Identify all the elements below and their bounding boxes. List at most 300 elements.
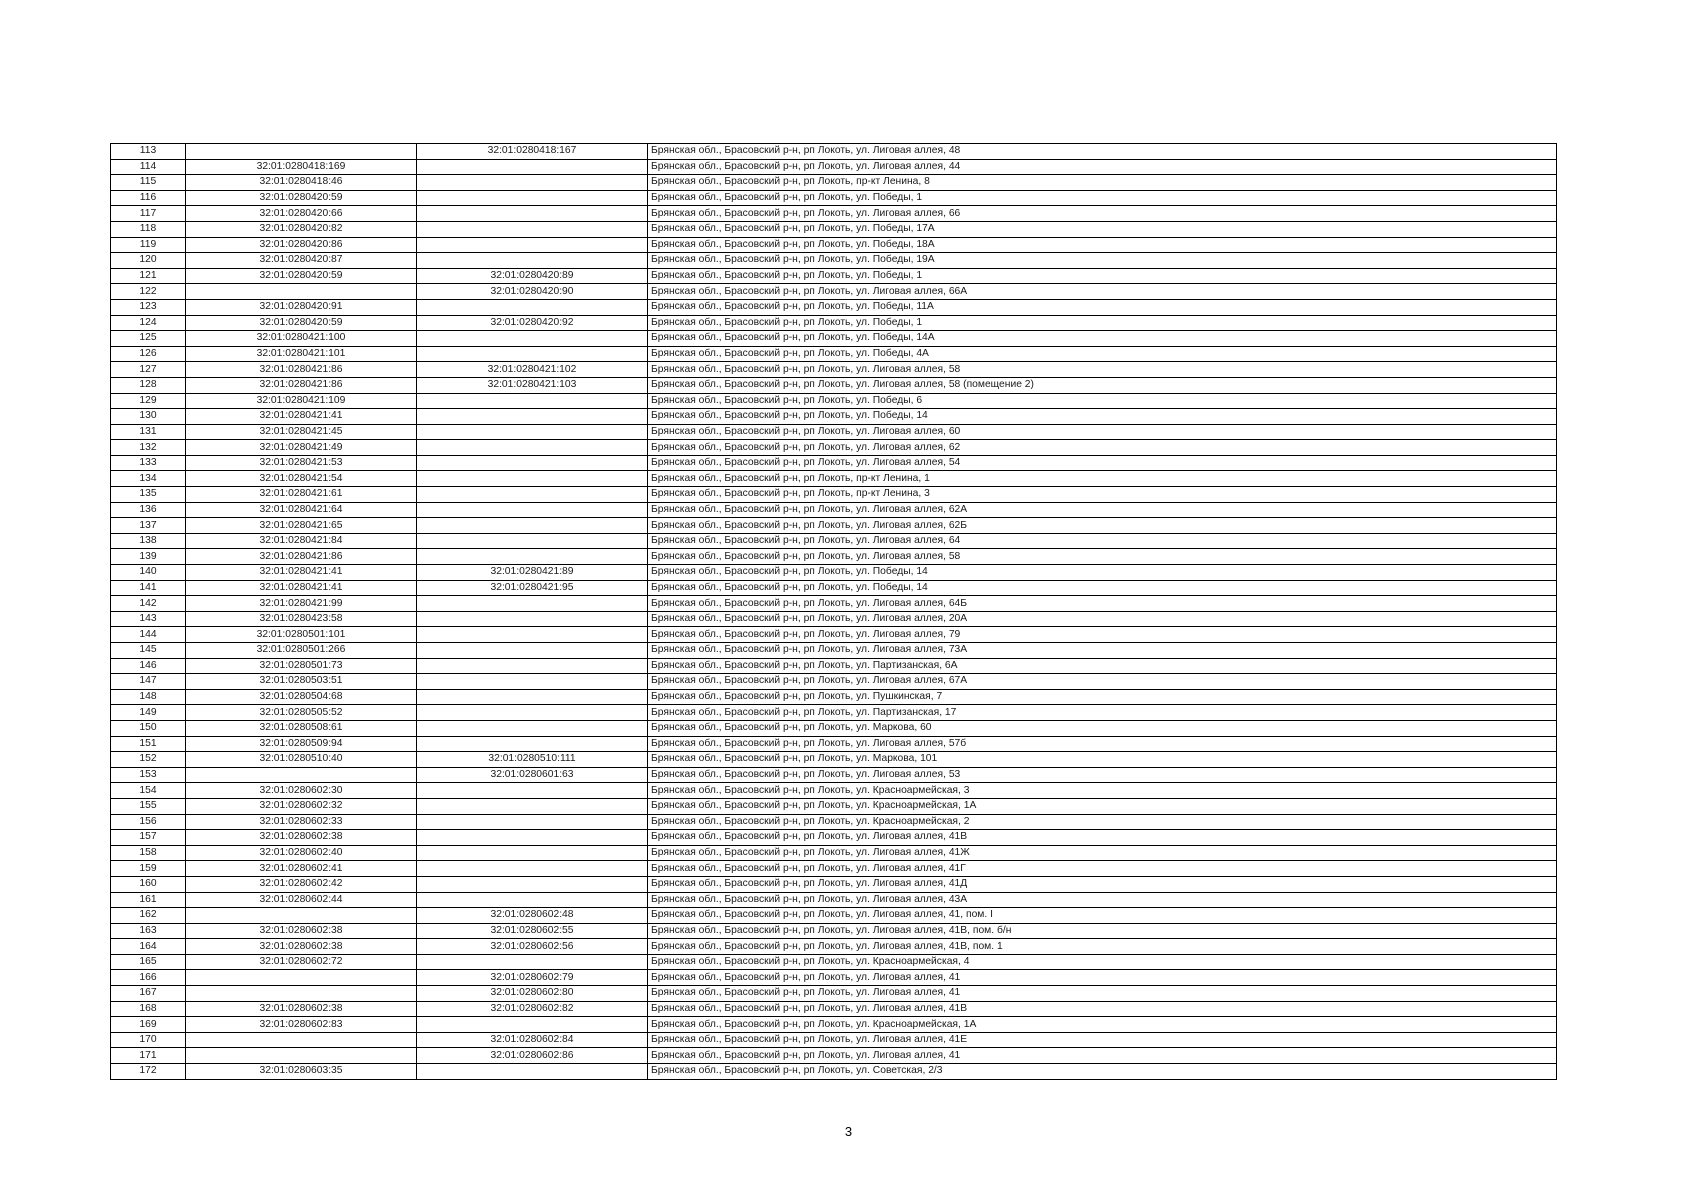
cadastral-number-cell	[186, 970, 417, 986]
cadastral-number-cell: 32:01:0280501:73	[186, 658, 417, 674]
sub-object-number-cell	[417, 299, 648, 315]
address-cell: Брянская обл., Брасовский р-н, рп Локоть, ул. Пушкинская, 7	[648, 689, 1557, 705]
sub-object-number-cell: 32:01:0280420:92	[417, 315, 648, 331]
table-row	[111, 409, 1557, 425]
address-cell: Брянская обл., Брасовский р-н, рп Локоть, ул. Лиговая аллея, 48	[648, 144, 1557, 160]
page-number: 3	[844, 1124, 853, 1139]
address-cell: Брянская обл., Брасовский р-н, рп Локоть, ул. Лиговая аллея, 41Ж	[648, 845, 1557, 861]
table-row	[111, 1048, 1557, 1064]
row-number-cell: 118	[111, 221, 186, 237]
cadastral-number-cell: 32:01:0280602:33	[186, 814, 417, 830]
address-cell: Брянская обл., Брасовский р-н, рп Локоть, ул. Победы, 14	[648, 409, 1557, 425]
address-cell: Брянская обл., Брасовский р-н, рп Локоть, ул. Лиговая аллея, 41, пом. I	[648, 908, 1557, 924]
table-row	[111, 705, 1557, 721]
table-row	[111, 1032, 1557, 1048]
sub-object-number-cell	[417, 845, 648, 861]
cadastral-number-cell: 32:01:0280420:86	[186, 237, 417, 253]
table-row	[111, 565, 1557, 581]
address-cell: Брянская обл., Брасовский р-н, рп Локоть, ул. Победы, 1	[648, 268, 1557, 284]
address-cell: Брянская обл., Брасовский р-н, рп Локоть, ул. Красноармейская, 2	[648, 814, 1557, 830]
table-row	[111, 767, 1557, 783]
address-cell: Брянская обл., Брасовский р-н, рп Локоть, ул. Лиговая аллея, 54	[648, 455, 1557, 471]
address-cell: Брянская обл., Брасовский р-н, рп Локоть, ул. Лиговая аллея, 41Д	[648, 876, 1557, 892]
address-cell: Брянская обл., Брасовский р-н, рп Локоть, пр-кт Ленина, 1	[648, 471, 1557, 487]
cadastral-number-cell: 32:01:0280602:38	[186, 923, 417, 939]
address-cell: Брянская обл., Брасовский р-н, рп Локоть, ул. Красноармейская, 1А	[648, 1017, 1557, 1033]
address-cell: Брянская обл., Брасовский р-н, рп Локоть, ул. Победы, 14А	[648, 331, 1557, 347]
row-number-cell: 153	[111, 767, 186, 783]
cadastral-number-cell: 32:01:0280421:86	[186, 549, 417, 565]
address-cell: Брянская обл., Брасовский р-н, рп Локоть, ул. Лиговая аллея, 60	[648, 424, 1557, 440]
address-cell: Брянская обл., Брасовский р-н, рп Локоть, ул. Красноармейская, 3	[648, 783, 1557, 799]
cadastral-number-cell	[186, 986, 417, 1002]
table-row	[111, 144, 1557, 160]
row-number-cell: 166	[111, 970, 186, 986]
cadastral-number-cell: 32:01:0280602:72	[186, 954, 417, 970]
table-row	[111, 455, 1557, 471]
address-cell: Брянская обл., Брасовский р-н, рп Локоть, ул. Партизанская, 6А	[648, 658, 1557, 674]
cadastral-number-cell: 32:01:0280503:51	[186, 674, 417, 690]
cadastral-number-cell: 32:01:0280420:66	[186, 206, 417, 222]
row-number-cell: 115	[111, 175, 186, 191]
row-number-cell: 169	[111, 1017, 186, 1033]
table-row	[111, 175, 1557, 191]
sub-object-number-cell	[417, 331, 648, 347]
table-row	[111, 783, 1557, 799]
cadastral-number-cell	[186, 1032, 417, 1048]
row-number-cell: 141	[111, 580, 186, 596]
sub-object-number-cell	[417, 221, 648, 237]
table-row	[111, 377, 1557, 393]
cadastral-number-cell: 32:01:0280603:35	[186, 1064, 417, 1080]
sub-object-number-cell: 32:01:0280421:103	[417, 377, 648, 393]
address-cell: Брянская обл., Брасовский р-н, рп Локоть, ул. Победы, 4А	[648, 346, 1557, 362]
sub-object-number-cell	[417, 487, 648, 503]
table-row	[111, 876, 1557, 892]
cadastral-number-cell: 32:01:0280421:86	[186, 377, 417, 393]
sub-object-number-cell: 32:01:0280421:102	[417, 362, 648, 378]
cadastral-number-cell: 32:01:0280602:30	[186, 783, 417, 799]
sub-object-number-cell	[417, 611, 648, 627]
table-row	[111, 487, 1557, 503]
sub-object-number-cell: 32:01:0280602:79	[417, 970, 648, 986]
table-row	[111, 658, 1557, 674]
row-number-cell: 168	[111, 1001, 186, 1017]
address-cell: Брянская обл., Брасовский р-н, рп Локоть, ул. Лиговая аллея, 41Е	[648, 1032, 1557, 1048]
sub-object-number-cell: 32:01:0280418:167	[417, 144, 648, 160]
row-number-cell: 165	[111, 954, 186, 970]
table-row	[111, 440, 1557, 456]
row-number-cell: 151	[111, 736, 186, 752]
cadastral-number-cell: 32:01:0280509:94	[186, 736, 417, 752]
row-number-cell: 161	[111, 892, 186, 908]
cadastral-number-cell	[186, 767, 417, 783]
address-cell: Брянская обл., Брасовский р-н, рп Локоть, ул. Лиговая аллея, 67А	[648, 674, 1557, 690]
address-cell: Брянская обл., Брасовский р-н, рп Локоть, ул. Лиговая аллея, 57б	[648, 736, 1557, 752]
row-number-cell: 147	[111, 674, 186, 690]
cadastral-number-cell: 32:01:0280505:52	[186, 705, 417, 721]
address-cell: Брянская обл., Брасовский р-н, рп Локоть, ул. Победы, 11А	[648, 299, 1557, 315]
address-cell: Брянская обл., Брасовский р-н, рп Локоть, ул. Советская, 2/3	[648, 1064, 1557, 1080]
cadastral-number-cell: 32:01:0280421:65	[186, 518, 417, 534]
table-row	[111, 580, 1557, 596]
row-number-cell: 124	[111, 315, 186, 331]
row-number-cell: 116	[111, 190, 186, 206]
table-row	[111, 221, 1557, 237]
row-number-cell: 120	[111, 253, 186, 269]
cadastral-number-cell: 32:01:0280421:61	[186, 487, 417, 503]
row-number-cell: 156	[111, 814, 186, 830]
address-cell: Брянская обл., Брасовский р-н, рп Локоть, ул. Лиговая аллея, 41В	[648, 1001, 1557, 1017]
row-number-cell: 113	[111, 144, 186, 160]
sub-object-number-cell	[417, 783, 648, 799]
sub-object-number-cell	[417, 346, 648, 362]
row-number-cell: 128	[111, 377, 186, 393]
cadastral-number-cell	[186, 284, 417, 300]
address-cell: Брянская обл., Брасовский р-н, рп Локоть, ул. Победы, 6	[648, 393, 1557, 409]
row-number-cell: 126	[111, 346, 186, 362]
sub-object-number-cell: 32:01:0280602:80	[417, 986, 648, 1002]
cadastral-number-cell: 32:01:0280421:41	[186, 580, 417, 596]
table-row	[111, 752, 1557, 768]
sub-object-number-cell	[417, 627, 648, 643]
sub-object-number-cell: 32:01:0280421:89	[417, 565, 648, 581]
address-cell: Брянская обл., Брасовский р-н, рп Локоть, ул. Маркова, 60	[648, 720, 1557, 736]
table-row	[111, 159, 1557, 175]
row-number-cell: 150	[111, 720, 186, 736]
row-number-cell: 146	[111, 658, 186, 674]
cadastral-number-cell	[186, 908, 417, 924]
sub-object-number-cell: 32:01:0280602:56	[417, 939, 648, 955]
table-row	[111, 689, 1557, 705]
sub-object-number-cell: 32:01:0280420:90	[417, 284, 648, 300]
address-cell: Брянская обл., Брасовский р-н, рп Локоть, ул. Лиговая аллея, 41	[648, 970, 1557, 986]
address-cell: Брянская обл., Брасовский р-н, рп Локоть, ул. Лиговая аллея, 64Б	[648, 596, 1557, 612]
cadastral-number-cell: 32:01:0280602:42	[186, 876, 417, 892]
table-row	[111, 1064, 1557, 1080]
sub-object-number-cell	[417, 424, 648, 440]
row-number-cell: 162	[111, 908, 186, 924]
cadastral-number-cell: 32:01:0280501:101	[186, 627, 417, 643]
sub-object-number-cell: 32:01:0280421:95	[417, 580, 648, 596]
cadastral-number-cell: 32:01:0280421:45	[186, 424, 417, 440]
sub-object-number-cell	[417, 175, 648, 191]
row-number-cell: 129	[111, 393, 186, 409]
cadastral-number-cell: 32:01:0280602:38	[186, 939, 417, 955]
sub-object-number-cell	[417, 876, 648, 892]
cadastral-number-cell: 32:01:0280602:40	[186, 845, 417, 861]
table-row	[111, 970, 1557, 986]
row-number-cell: 163	[111, 923, 186, 939]
address-cell: Брянская обл., Брасовский р-н, рп Локоть, ул. Лиговая аллея, 41	[648, 986, 1557, 1002]
table-row	[111, 549, 1557, 565]
address-cell: Брянская обл., Брасовский р-н, рп Локоть, ул. Лиговая аллея, 58	[648, 549, 1557, 565]
cadastral-number-cell: 32:01:0280421:49	[186, 440, 417, 456]
row-number-cell: 170	[111, 1032, 186, 1048]
table-row	[111, 346, 1557, 362]
address-cell: Брянская обл., Брасовский р-н, рп Локоть, пр-кт Ленина, 3	[648, 487, 1557, 503]
cadastral-number-cell: 32:01:0280421:64	[186, 502, 417, 518]
table-row	[111, 611, 1557, 627]
table-row	[111, 471, 1557, 487]
address-cell: Брянская обл., Брасовский р-н, рп Локоть, ул. Лиговая аллея, 62А	[648, 502, 1557, 518]
table-row	[111, 908, 1557, 924]
table-row	[111, 518, 1557, 534]
row-number-cell: 127	[111, 362, 186, 378]
table-row	[111, 845, 1557, 861]
table-row	[111, 798, 1557, 814]
cadastral-number-cell: 32:01:0280421:86	[186, 362, 417, 378]
address-cell: Брянская обл., Брасовский р-н, рп Локоть, ул. Лиговая аллея, 20А	[648, 611, 1557, 627]
sub-object-number-cell	[417, 549, 648, 565]
table-row	[111, 268, 1557, 284]
row-number-cell: 125	[111, 331, 186, 347]
cadastral-number-cell	[186, 144, 417, 160]
sub-object-number-cell	[417, 892, 648, 908]
table-row	[111, 533, 1557, 549]
cadastral-number-cell: 32:01:0280421:53	[186, 455, 417, 471]
sub-object-number-cell	[417, 658, 648, 674]
address-cell: Брянская обл., Брасовский р-н, рп Локоть, ул. Победы, 19А	[648, 253, 1557, 269]
address-cell: Брянская обл., Брасовский р-н, рп Локоть, ул. Лиговая аллея, 41В	[648, 830, 1557, 846]
table-row	[111, 206, 1557, 222]
sub-object-number-cell	[417, 720, 648, 736]
cadastral-number-cell: 32:01:0280510:40	[186, 752, 417, 768]
cadastral-number-cell: 32:01:0280602:32	[186, 798, 417, 814]
table-row	[111, 923, 1557, 939]
sub-object-number-cell	[417, 409, 648, 425]
sub-object-number-cell	[417, 689, 648, 705]
address-cell: Брянская обл., Брасовский р-н, рп Локоть, ул. Победы, 1	[648, 190, 1557, 206]
table-row	[111, 720, 1557, 736]
table-row	[111, 596, 1557, 612]
table-row	[111, 190, 1557, 206]
sub-object-number-cell	[417, 471, 648, 487]
cadastral-number-cell: 32:01:0280420:87	[186, 253, 417, 269]
sub-object-number-cell	[417, 518, 648, 534]
row-number-cell: 172	[111, 1064, 186, 1080]
cadastral-number-cell: 32:01:0280420:59	[186, 190, 417, 206]
cadastral-number-cell: 32:01:0280421:101	[186, 346, 417, 362]
row-number-cell: 142	[111, 596, 186, 612]
sub-object-number-cell	[417, 643, 648, 659]
address-cell: Брянская обл., Брасовский р-н, рп Локоть, ул. Лиговая аллея, 79	[648, 627, 1557, 643]
sub-object-number-cell	[417, 190, 648, 206]
table-row	[111, 954, 1557, 970]
row-number-cell: 132	[111, 440, 186, 456]
cadastral-number-cell: 32:01:0280602:41	[186, 861, 417, 877]
address-cell: Брянская обл., Брасовский р-н, рп Локоть, ул. Победы, 14	[648, 580, 1557, 596]
sub-object-number-cell	[417, 1064, 648, 1080]
address-cell: Брянская обл., Брасовский р-н, рп Локоть, ул. Лиговая аллея, 44	[648, 159, 1557, 175]
row-number-cell: 171	[111, 1048, 186, 1064]
table-row	[111, 424, 1557, 440]
row-number-cell: 117	[111, 206, 186, 222]
address-cell: Брянская обл., Брасовский р-н, рп Локоть, ул. Лиговая аллея, 64	[648, 533, 1557, 549]
sub-object-number-cell	[417, 1017, 648, 1033]
sub-object-number-cell	[417, 861, 648, 877]
row-number-cell: 119	[111, 237, 186, 253]
cadastral-number-cell: 32:01:0280508:61	[186, 720, 417, 736]
address-cell: Брянская обл., Брасовский р-н, рп Локоть, ул. Победы, 1	[648, 315, 1557, 331]
sub-object-number-cell	[417, 533, 648, 549]
cadastral-number-cell: 32:01:0280504:68	[186, 689, 417, 705]
cadastral-number-cell: 32:01:0280602:83	[186, 1017, 417, 1033]
row-number-cell: 157	[111, 830, 186, 846]
row-number-cell: 159	[111, 861, 186, 877]
address-cell: Брянская обл., Брасовский р-н, рп Локоть, пр-кт Ленина, 8	[648, 175, 1557, 191]
address-cell: Брянская обл., Брасовский р-н, рп Локоть, ул. Лиговая аллея, 66	[648, 206, 1557, 222]
address-cell: Брянская обл., Брасовский р-н, рп Локоть, ул. Победы, 18А	[648, 237, 1557, 253]
address-cell: Брянская обл., Брасовский р-н, рп Локоть, ул. Лиговая аллея, 62Б	[648, 518, 1557, 534]
address-cell: Брянская обл., Брасовский р-н, рп Локоть, ул. Маркова, 101	[648, 752, 1557, 768]
row-number-cell: 139	[111, 549, 186, 565]
address-cell: Брянская обл., Брасовский р-н, рп Локоть, ул. Лиговая аллея, 41Г	[648, 861, 1557, 877]
row-number-cell: 143	[111, 611, 186, 627]
address-cell: Брянская обл., Брасовский р-н, рп Локоть, ул. Лиговая аллея, 73А	[648, 643, 1557, 659]
sub-object-number-cell	[417, 440, 648, 456]
address-cell: Брянская обл., Брасовский р-н, рп Локоть, ул. Лиговая аллея, 66А	[648, 284, 1557, 300]
sub-object-number-cell	[417, 798, 648, 814]
cadastral-number-cell: 32:01:0280423:58	[186, 611, 417, 627]
row-number-cell: 155	[111, 798, 186, 814]
cadastral-number-cell: 32:01:0280421:54	[186, 471, 417, 487]
cadastral-number-cell: 32:01:0280420:91	[186, 299, 417, 315]
cadastral-number-cell: 32:01:0280418:169	[186, 159, 417, 175]
row-number-cell: 164	[111, 939, 186, 955]
sub-object-number-cell	[417, 502, 648, 518]
table-row	[111, 830, 1557, 846]
cadastral-number-cell: 32:01:0280420:82	[186, 221, 417, 237]
cadastral-number-cell: 32:01:0280602:44	[186, 892, 417, 908]
row-number-cell: 137	[111, 518, 186, 534]
table-row	[111, 627, 1557, 643]
address-cell: Брянская обл., Брасовский р-н, рп Локоть, ул. Красноармейская, 4	[648, 954, 1557, 970]
address-cell: Брянская обл., Брасовский р-н, рп Локоть, ул. Победы, 17А	[648, 221, 1557, 237]
address-cell: Брянская обл., Брасовский р-н, рп Локоть, ул. Лиговая аллея, 41В, пом. 1	[648, 939, 1557, 955]
sub-object-number-cell	[417, 253, 648, 269]
sub-object-number-cell: 32:01:0280602:82	[417, 1001, 648, 1017]
row-number-cell: 148	[111, 689, 186, 705]
table-row	[111, 1017, 1557, 1033]
cadastral-number-cell: 32:01:0280420:59	[186, 315, 417, 331]
address-cell: Брянская обл., Брасовский р-н, рп Локоть, ул. Лиговая аллея, 58	[648, 362, 1557, 378]
row-number-cell: 145	[111, 643, 186, 659]
cadastral-number-cell: 32:01:0280602:38	[186, 1001, 417, 1017]
sub-object-number-cell: 32:01:0280510:111	[417, 752, 648, 768]
table-row	[111, 892, 1557, 908]
table-row	[111, 253, 1557, 269]
sub-object-number-cell	[417, 159, 648, 175]
cadastral-number-cell: 32:01:0280421:41	[186, 565, 417, 581]
table-row	[111, 1001, 1557, 1017]
table-row	[111, 393, 1557, 409]
row-number-cell: 122	[111, 284, 186, 300]
registry-table-body	[111, 144, 1557, 1080]
cadastral-number-cell: 32:01:0280421:99	[186, 596, 417, 612]
sub-object-number-cell	[417, 954, 648, 970]
row-number-cell: 134	[111, 471, 186, 487]
address-cell: Брянская обл., Брасовский р-н, рп Локоть, ул. Лиговая аллея, 62	[648, 440, 1557, 456]
table-row	[111, 502, 1557, 518]
row-number-cell: 121	[111, 268, 186, 284]
row-number-cell: 123	[111, 299, 186, 315]
table-row	[111, 315, 1557, 331]
sub-object-number-cell	[417, 393, 648, 409]
row-number-cell: 154	[111, 783, 186, 799]
sub-object-number-cell	[417, 237, 648, 253]
sub-object-number-cell: 32:01:0280602:55	[417, 923, 648, 939]
cadastral-number-cell: 32:01:0280418:46	[186, 175, 417, 191]
table-row	[111, 362, 1557, 378]
table-row	[111, 814, 1557, 830]
address-cell: Брянская обл., Брасовский р-н, рп Локоть, ул. Лиговая аллея, 41	[648, 1048, 1557, 1064]
row-number-cell: 136	[111, 502, 186, 518]
address-cell: Брянская обл., Брасовский р-н, рп Локоть, ул. Лиговая аллея, 58 (помещение 2)	[648, 377, 1557, 393]
address-cell: Брянская обл., Брасовский р-н, рп Локоть, ул. Партизанская, 17	[648, 705, 1557, 721]
cadastral-number-cell: 32:01:0280421:84	[186, 533, 417, 549]
table-row	[111, 736, 1557, 752]
sub-object-number-cell	[417, 674, 648, 690]
table-row	[111, 299, 1557, 315]
table-row	[111, 986, 1557, 1002]
cadastral-number-cell: 32:01:0280421:100	[186, 331, 417, 347]
address-cell: Брянская обл., Брасовский р-н, рп Локоть, ул. Победы, 14	[648, 565, 1557, 581]
sub-object-number-cell: 32:01:0280420:89	[417, 268, 648, 284]
sub-object-number-cell	[417, 830, 648, 846]
table-row	[111, 861, 1557, 877]
table-row	[111, 643, 1557, 659]
table-row	[111, 939, 1557, 955]
sub-object-number-cell	[417, 206, 648, 222]
sub-object-number-cell	[417, 814, 648, 830]
row-number-cell: 158	[111, 845, 186, 861]
sub-object-number-cell: 32:01:0280602:48	[417, 908, 648, 924]
sub-object-number-cell: 32:01:0280601:63	[417, 767, 648, 783]
cadastral-number-cell: 32:01:0280421:41	[186, 409, 417, 425]
row-number-cell: 131	[111, 424, 186, 440]
cadastral-number-cell: 32:01:0280602:38	[186, 830, 417, 846]
row-number-cell: 160	[111, 876, 186, 892]
cadastral-number-cell: 32:01:0280501:266	[186, 643, 417, 659]
address-cell: Брянская обл., Брасовский р-н, рп Локоть, ул. Лиговая аллея, 43А	[648, 892, 1557, 908]
address-cell: Брянская обл., Брасовский р-н, рп Локоть, ул. Лиговая аллея, 53	[648, 767, 1557, 783]
address-cell: Брянская обл., Брасовский р-н, рп Локоть, ул. Лиговая аллея, 41В, пом. б/н	[648, 923, 1557, 939]
table-row	[111, 237, 1557, 253]
cadastral-number-cell: 32:01:0280421:109	[186, 393, 417, 409]
sub-object-number-cell: 32:01:0280602:86	[417, 1048, 648, 1064]
address-cell: Брянская обл., Брасовский р-н, рп Локоть, ул. Красноармейская, 1А	[648, 798, 1557, 814]
row-number-cell: 133	[111, 455, 186, 471]
row-number-cell: 144	[111, 627, 186, 643]
sub-object-number-cell: 32:01:0280602:84	[417, 1032, 648, 1048]
sub-object-number-cell	[417, 455, 648, 471]
cadastral-registry-table	[110, 143, 1557, 1080]
table-row	[111, 674, 1557, 690]
row-number-cell: 114	[111, 159, 186, 175]
table-row	[111, 284, 1557, 300]
row-number-cell: 135	[111, 487, 186, 503]
row-number-cell: 167	[111, 986, 186, 1002]
sub-object-number-cell	[417, 596, 648, 612]
sub-object-number-cell	[417, 705, 648, 721]
cadastral-number-cell	[186, 1048, 417, 1064]
row-number-cell: 149	[111, 705, 186, 721]
row-number-cell: 130	[111, 409, 186, 425]
row-number-cell: 140	[111, 565, 186, 581]
table-row	[111, 331, 1557, 347]
row-number-cell: 138	[111, 533, 186, 549]
